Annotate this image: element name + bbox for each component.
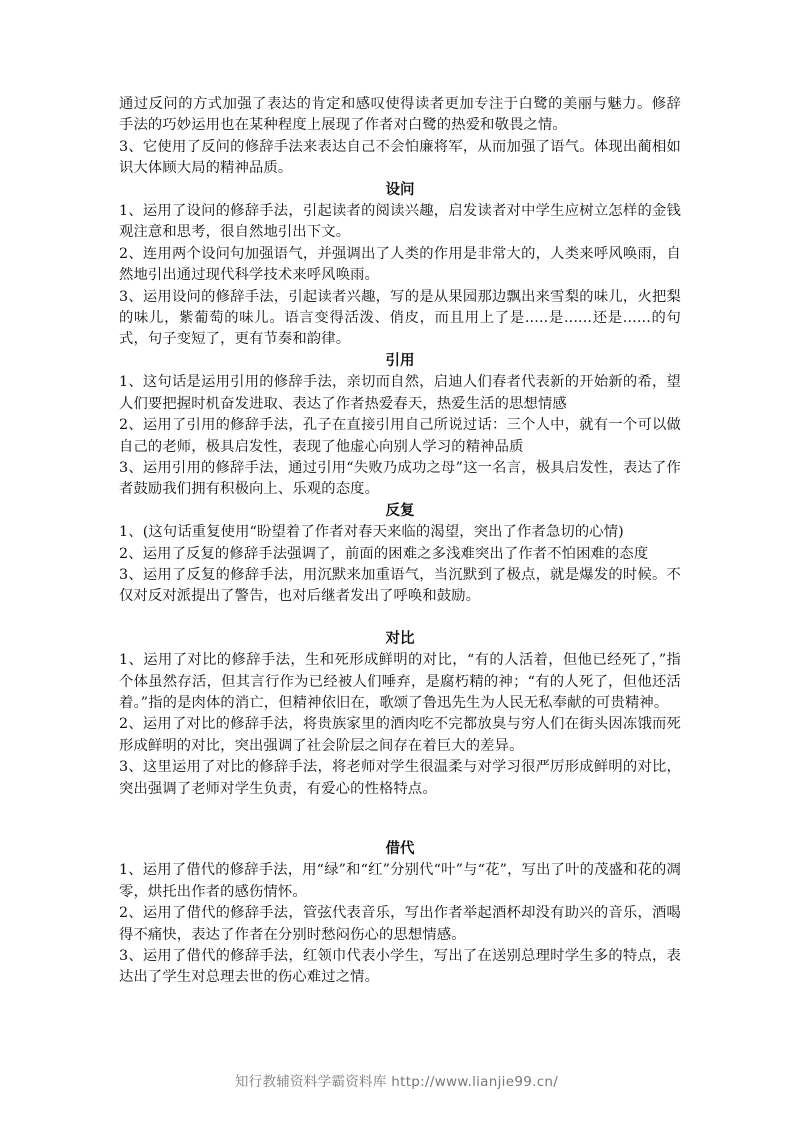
spacer	[119, 800, 681, 839]
page-footer-watermark: 知行教辅资料学霸资料库 http://www.lianjie99.cn/	[234, 1074, 559, 1090]
section-heading-duibi: 对比	[385, 630, 415, 647]
spacer	[119, 608, 681, 629]
list-item: 2、运用了对比的修辞手法，将贵族家里的酒肉吃不完都放臭与穷人们在街头因冻饿而死形成鲜明的对比，突出强调了社会阶层之间存在着巨大的差异。	[119, 716, 681, 754]
list-item: 2、运用了引用的修辞手法，孔子在直接引用自己所说过话：三个人中，就有一个可以做自己的老师，极具启发性，表现了他虚心向别人学习的精神品质	[119, 417, 681, 455]
intro-paragraph: 3、它使用了反问的修辞手法来表达自己不会怕廉将军，从而加强了语气。体现出蔺相如识大体顾大局的精神品质。	[119, 138, 681, 177]
list-item: 2、运用了借代的修辞手法，管弦代表音乐，写出作者举起酒杯却没有助兴的音乐，酒喝得不痛快，表达了作者在分别时愁闷伤心的思想情感。	[119, 905, 681, 943]
list-item: 1、运用了设问的修辞手法，引起读者的阅读兴趣，启发读者对中学生应树立怎样的金钱观注意和思考，很自然地引出下文。	[119, 203, 681, 241]
list-item: 3、这里运用了对比的修辞手法，将老师对学生很温柔与对学习很严厉形成鲜明的对比，突出强调了老师对学生负责，有爱心的性格特点。	[119, 759, 681, 797]
list-item: 2、连用两个设问句加强语气，并强调出了人类的作用是非常大的，人类来呼风唤雨，自然地引出通过现代科学技术来呼风唤雨。	[119, 245, 681, 284]
list-item: 1、这句话是运用引用的修辞手法，亲切而自然，启迪人们春者代表新的开始新的希，望人们要把握时机奋发进取、表达了作者热爱春天，热爱生活的思想情感	[119, 374, 681, 412]
list-item: 1、(这句话重复使用“盼望着了作者对春天来临的渴望，突出了作者急切的心情)	[119, 524, 624, 541]
section-heading-yinyong: 引用	[385, 352, 415, 369]
section-heading-fanfu: 反复	[385, 502, 415, 519]
list-item: 3、运用设问的修辞手法，引起读者兴趣，写的是从果园那边飘出来雪梨的味儿，火把梨的味儿，紫葡萄的味儿。语言变得活泼、俏皮，而且用上了是.....是......还是......的句式，句子变短了，更有节奏和韵律。	[119, 288, 681, 348]
list-item: 1、运用了对比的修辞手法，生和死形成鲜明的对比，“有的人活着，但他已经死了，”指个体虽然存活，但其言行作为已经被人们唾弃，是腐朽精的神；“有的人死了，但他还活着。”指的是肉体的消亡，但精神依旧在，歌颂了鲁迅先生为人民无私奉献的可贵精神。	[119, 652, 681, 711]
section-heading-shewen: 设问	[385, 181, 415, 198]
list-item: 3、运用引用的修辞手法，通过引用“失败乃成功之母”这一名言，极具启发性，表达了作者鼓励我们拥有积极向上、乐观的态度。	[119, 459, 681, 498]
list-item: 1、运用了借代的修辞手法，用“绿”和“红”分别代“叶”与“花”，写出了叶的茂盛和花的凋零，烘托出作者的感伤情怀。	[119, 862, 681, 900]
list-item: 2、运用了反复的修辞手法强调了，前面的困难之多浅难突出了作者不怕困难的态度	[119, 545, 649, 562]
list-item: 3、运用了借代的修辞手法，红领巾代表小学生，写出了在送别总理时学生多的特点，表达出了学生对总理去世的伤心难过之情。	[119, 948, 681, 986]
document-body	[119, 94, 681, 989]
section-heading-jiedai: 借代	[385, 841, 415, 857]
list-item: 3、运用了反复的修辞手法，用沉默来加重语气，当沉默到了极点，就是爆发的时候。不仅对反对派提出了警告，也对后继者发出了呼唤和鼓励。	[119, 566, 681, 605]
intro-paragraph: 通过反问的方式加强了表达的肯定和感叹使得读者更加专注于白鹭的美丽与魅力。修辞手法的巧妙运用也在某种程度上展现了作者对白鹭的热爱和敬畏之情。	[119, 96, 681, 134]
